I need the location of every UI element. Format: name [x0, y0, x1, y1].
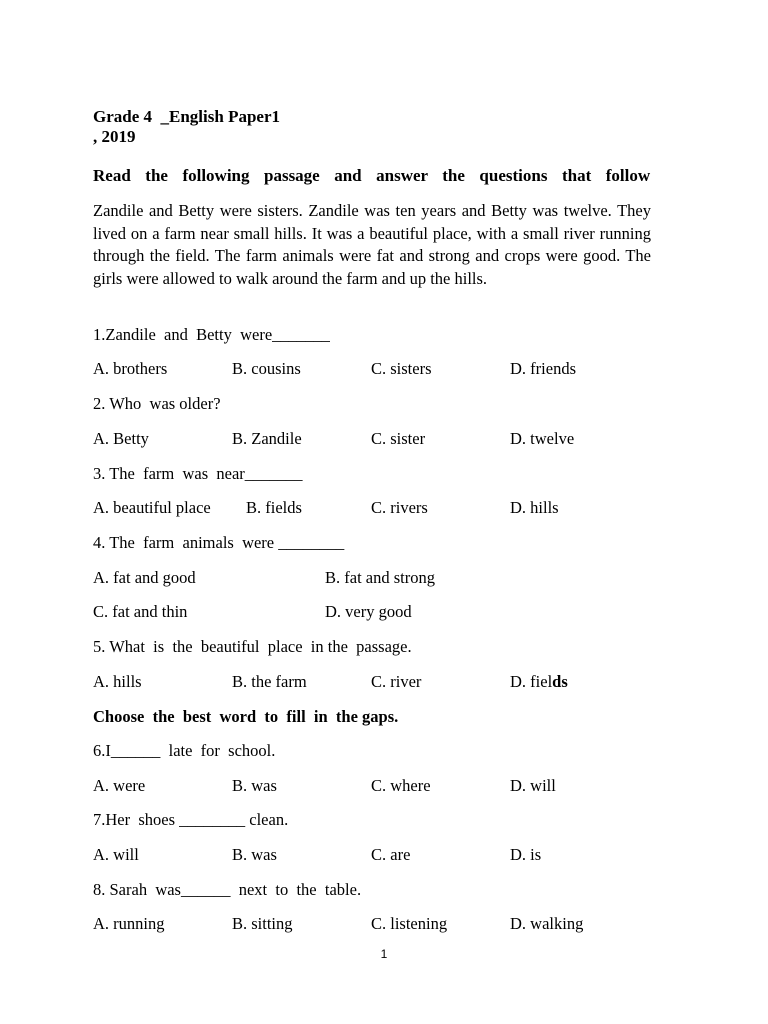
paper-year: , 2019 [93, 127, 136, 146]
option-d: D. walking [510, 914, 584, 933]
reading-instruction: Read the following passage and answer the questions that follow [93, 166, 651, 185]
question-8-text: 8. Sarah was______ next to the table. [93, 880, 362, 899]
option-c: C. are [371, 845, 411, 864]
option-b: B. fat and strong [325, 568, 435, 587]
option-b: B. was [232, 845, 277, 864]
question-6-text: 6.I______ late for school. [93, 741, 276, 760]
reading-passage: Zandile and Betty were sisters. Zandile was ten years and Betty was twelve. They lived on a farm near small hills. It was a beautiful place, with a small river running through the field. The farm animals were fat and strong and crops were good. The girls were allowed to walk around the farm and up the hills. [93, 201, 651, 288]
question-5-text: 5. What is the beautiful place in the passage. [93, 637, 412, 656]
option-a: A. fat and good [93, 568, 196, 587]
option-d: D. very good [325, 602, 412, 621]
option-c: C. rivers [371, 498, 428, 517]
question-3-text: 3. The farm was near_______ [93, 464, 303, 483]
option-b: B. was [232, 776, 277, 795]
question-1-text: 1.Zandile and Betty were_______ [93, 325, 330, 344]
option-a: A. were [93, 776, 146, 795]
option-d: D. is [510, 845, 542, 864]
option-a: A. will [93, 845, 139, 864]
option-c: C. sisters [371, 359, 432, 378]
option-b: B. fields [246, 498, 302, 517]
option-a: A. Betty [93, 429, 149, 448]
page-number: 1 [380, 947, 388, 961]
option-b: B. cousins [232, 359, 301, 378]
option-b: B. the farm [232, 672, 307, 691]
option-a: A. hills [93, 672, 142, 691]
option-c: C. listening [371, 914, 448, 933]
paper-title: Grade 4 _English Paper1 [93, 107, 281, 126]
option-b: B. Zandile [232, 429, 302, 448]
option-c: C. fat and thin [93, 602, 188, 621]
option-a: A. beautiful place [93, 498, 211, 517]
option-c: C. river [371, 672, 422, 691]
option-a: A. running [93, 914, 165, 933]
option-d-bold-suffix: ds [552, 672, 568, 691]
question-7-text: 7.Her shoes ________ clean. [93, 810, 289, 829]
option-d: D. hills [510, 498, 559, 517]
option-d: D. twelve [510, 429, 575, 448]
option-d [510, 672, 568, 692]
option-a: A. brothers [93, 359, 168, 378]
option-c: C. where [371, 776, 431, 795]
option-c: C. sister [371, 429, 426, 448]
option-b: B. sitting [232, 914, 293, 933]
question-4-text: 4. The farm animals were ________ [93, 533, 345, 552]
option-d: D. friends [510, 359, 576, 378]
question-2-text: 2. Who was older? [93, 394, 221, 413]
gaps-instruction: Choose the best word to fill in the gaps. [93, 707, 399, 726]
option-d-text: D. fiel [510, 672, 553, 691]
option-d: D. will [510, 776, 556, 795]
